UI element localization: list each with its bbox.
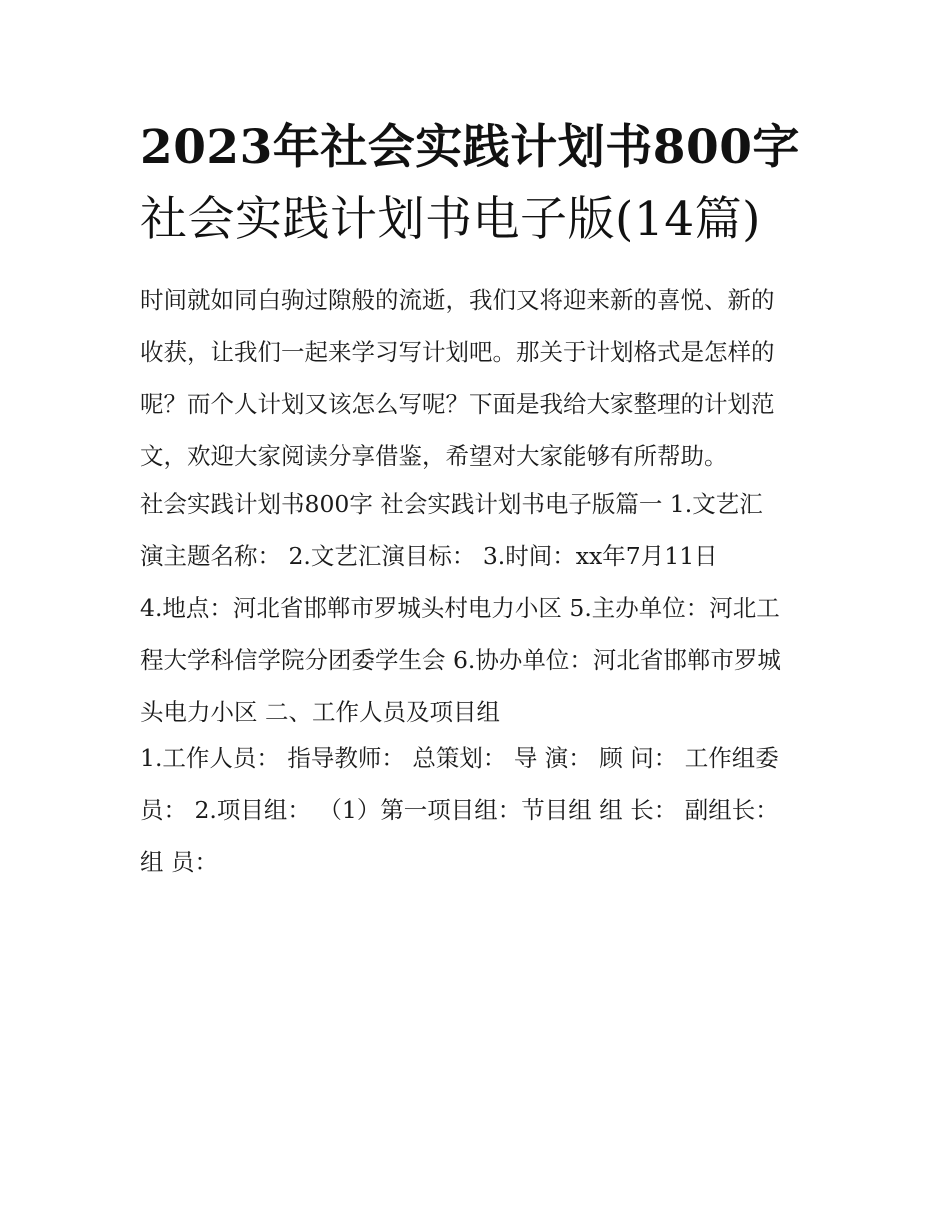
- plan-details-paragraph: [140, 478, 820, 738]
- text-line: 社会实践计划书800字 社会实践计划书电子版篇一 1.文艺汇: [140, 490, 763, 518]
- title-line: 2023年社会实践计划书800字: [140, 120, 800, 175]
- text-line: 4.地点：河北省邯郸市罗城头村电力小区 5.主办单位：河北工: [140, 594, 780, 622]
- text-line: 组 员：: [140, 848, 218, 876]
- text-line: 头电力小区 二、工作人员及项目组: [140, 698, 500, 726]
- text-line: 程大学科信学院分团委学生会 6.协办单位：河北省邯郸市罗城: [140, 646, 781, 674]
- text-line: 收获，让我们一起来学习写计划吧。那关于计划格式是怎样的: [140, 338, 775, 366]
- staff-paragraph: [140, 732, 820, 888]
- text-line: 员： 2.项目组： （1）第一项目组：节目组 组 长： 副组长：: [140, 796, 779, 824]
- document-title: [140, 112, 820, 256]
- text-line: 时间就如同白驹过隙般的流逝，我们又将迎来新的喜悦、新的: [140, 286, 775, 314]
- text-line: 文，欢迎大家阅读分享借鉴，希望对大家能够有所帮助。: [140, 442, 728, 470]
- intro-paragraph: [140, 274, 820, 482]
- title-line: 社会实践计划书电子版(14篇): [140, 192, 761, 247]
- text-line: 演主题名称： 2.文艺汇演目标： 3.时间：xx年7月11日: [140, 542, 718, 570]
- text-line: 1.工作人员： 指导教师： 总策划： 导 演： 顾 问： 工作组委: [140, 744, 779, 772]
- text-line: 呢？而个人计划又该怎么写呢？下面是我给大家整理的计划范: [140, 390, 775, 418]
